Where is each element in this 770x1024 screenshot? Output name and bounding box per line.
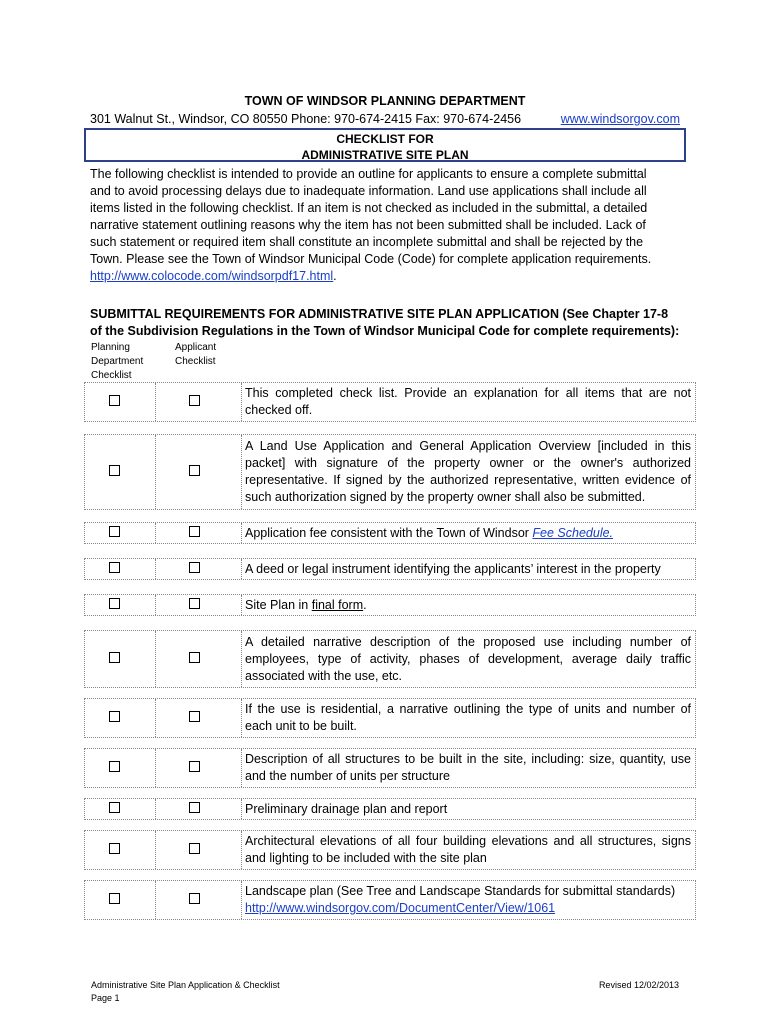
planning-checkbox[interactable] (109, 526, 120, 537)
intro-text: The following checklist is intended to provide an outline for applicants to ensure a complete submittal and to avoid processing delays due to inadequate information. Land use applications shall include all items listed in the following checklist. If an item is not checked as included in the submittal, a detailed narrative statement outlining reasons why the item has not been submitted shall be included. Lack of such statement or required item shall constitute an incomplete submittal and shall be rejected by the Town. Please see the Town of Windsor Municipal Code (Code) for complete application requirements. (90, 167, 652, 266)
applicant-checkbox[interactable] (189, 652, 200, 663)
planning-checkbox[interactable] (109, 843, 120, 854)
requirements-heading: SUBMITTAL REQUIREMENTS FOR ADMINISTRATIVE SITE PLAN APPLICATION (See Chapter 17-8 of the Subdivision Regulations in the Town of Windsor Municipal Code for complete requirements): (90, 307, 680, 338)
footer-doc-title: Administrative Site Plan Application & Checklist (91, 980, 280, 990)
checklist-row (84, 558, 696, 580)
footer-left (91, 979, 280, 1005)
checklist-row (84, 594, 696, 616)
applicant-checkbox[interactable] (189, 893, 200, 904)
item-text: Landscape plan (See Tree and Landscape Standards for submittal standards) (245, 884, 676, 898)
applicant-checkbox[interactable] (189, 711, 200, 722)
planning-checkbox[interactable] (109, 598, 120, 609)
checklist-row (84, 522, 696, 544)
checklist-row (84, 698, 696, 738)
planning-checkbox[interactable] (109, 652, 120, 663)
code-link[interactable]: http://www.colocode.com/windsorpdf17.html (90, 269, 334, 283)
item-text: A Land Use Application and General Application Overview [included in this packet] with signature of the property owner or the owner's authorized representative. If signed by the authorized representative, written evidence of such authorization signed by the property owner shall also be submitted. (245, 439, 691, 504)
planning-column-header: Planning Department Checklist (91, 342, 144, 381)
org-address: 301 Walnut St., Windsor, CO 80550 Phone: 970-674-2415 Fax: 970-674-2456 (90, 112, 522, 126)
applicant-checkbox[interactable] (189, 395, 200, 406)
applicant-checkbox[interactable] (189, 562, 200, 573)
website-link[interactable]: www.windsorgov.com (560, 112, 680, 126)
item-text: Architectural elevations of all four building elevations and all structures, signs and lighting to be included with the site plan (245, 834, 691, 865)
item-suffix: . (363, 597, 367, 612)
item-text: Site Plan in (245, 597, 312, 612)
planning-checkbox[interactable] (109, 802, 120, 813)
item-text: Application fee consistent with the Town of Windsor (245, 525, 533, 540)
org-title: TOWN OF WINDSOR PLANNING DEPARTMENT (244, 94, 526, 108)
landscape-standards-link[interactable]: http://www.windsorgov.com/DocumentCenter/View/1061 (245, 901, 556, 915)
item-text: This completed check list. Provide an explanation for all items that are not checked off. (245, 386, 691, 417)
title-line-1: CHECKLIST FOR (336, 132, 434, 146)
checklist-row (84, 434, 696, 510)
applicant-checkbox[interactable] (189, 843, 200, 854)
applicant-checkbox[interactable] (189, 761, 200, 772)
planning-checkbox[interactable] (109, 395, 120, 406)
checklist-row (84, 798, 696, 820)
applicant-checkbox[interactable] (189, 598, 200, 609)
fee-schedule-link[interactable]: Fee Schedule. (532, 525, 614, 540)
final-form-text: final form (311, 597, 364, 612)
planning-checkbox[interactable] (109, 711, 120, 722)
item-text: Description of all structures to be built in the site, including: size, quantity, use and the number of units per structure (245, 752, 691, 783)
item-text: A deed or legal instrument identifying the applicants’ interest in the property (245, 561, 661, 576)
title-line-2: ADMINISTRATIVE SITE PLAN (301, 148, 469, 162)
intro-paragraph (90, 166, 670, 285)
checklist-row (84, 880, 696, 920)
intro-link-suffix: . (333, 269, 337, 283)
item-text: Preliminary drainage plan and report (245, 801, 448, 816)
checklist-title-box (84, 128, 686, 162)
item-text: A detailed narrative description of the proposed use including number of employees, type of activity, phases of development, average daily traffic associated with the use, etc. (245, 634, 691, 683)
footer-page-number: Page 1 (91, 993, 120, 1003)
checklist-row (84, 382, 696, 422)
planning-checkbox[interactable] (109, 465, 120, 476)
planning-checkbox[interactable] (109, 761, 120, 772)
footer-revised-date: Revised 12/02/2013 (598, 980, 679, 990)
checklist-row (84, 748, 696, 788)
item-text: If the use is residential, a narrative outlining the type of units and number of each unit to be built. (245, 702, 691, 733)
applicant-checkbox[interactable] (189, 802, 200, 813)
checklist-row (84, 830, 696, 870)
applicant-column-header: Applicant Checklist (175, 342, 217, 367)
checklist-row (84, 630, 696, 688)
planning-checkbox[interactable] (109, 562, 120, 573)
planning-checkbox[interactable] (109, 893, 120, 904)
applicant-checkbox[interactable] (189, 465, 200, 476)
applicant-checkbox[interactable] (189, 526, 200, 537)
